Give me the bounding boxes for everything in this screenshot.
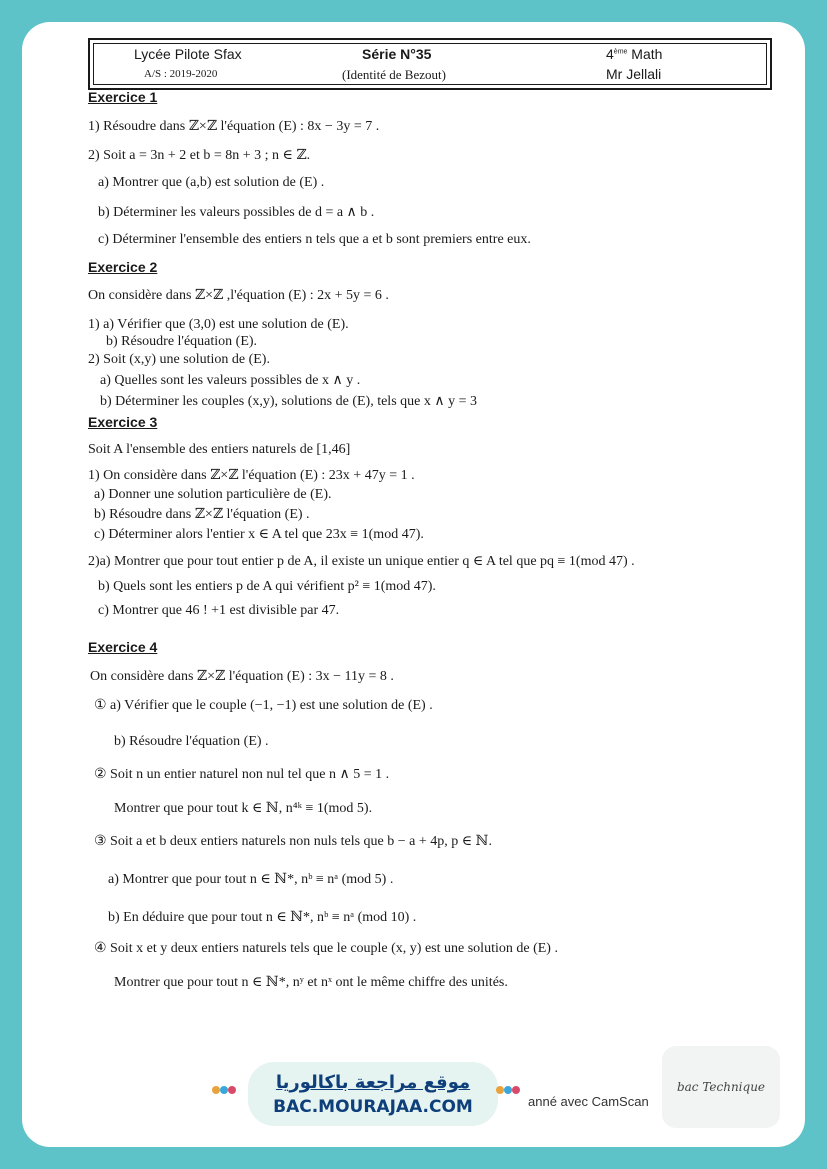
exercise-1-line: c) Déterminer l'ensemble des entiers n tels que a et b sont premiers entre eux. bbox=[98, 232, 531, 247]
exercise-4-line: ③ Soit a et b deux entiers naturels non nuls tels que b − a + 4p, p ∈ ℕ. bbox=[94, 834, 492, 849]
exercise-4-line: Montrer que pour tout n ∈ ℕ*, nʸ et nˣ ont le même chiffre des unités. bbox=[114, 975, 508, 990]
site-badge[interactable] bbox=[248, 1062, 498, 1126]
exercise-4-line: ④ Soit x et y deux entiers naturels tels que le couple (x, y) est une solution de (E) . bbox=[94, 941, 558, 956]
site-logo-icon bbox=[496, 1086, 522, 1102]
exercise-4-line: b) Résoudre l'équation (E) . bbox=[114, 734, 269, 749]
exercise-2-line: 1) a) Vérifier que (3,0) est une solution de (E). bbox=[88, 317, 349, 332]
exercise-2-line: b) Déterminer les couples (x,y), solutions de (E), tels que x ∧ y = 3 bbox=[100, 394, 478, 409]
exercise-3-line: b) Quels sont les entiers p de A qui vérifient p² ≡ 1(mod 47). bbox=[98, 579, 436, 594]
exercise-1-line: 2) Soit a = 3n + 2 et b = 8n + 3 ; n ∈ ℤ. bbox=[88, 148, 311, 163]
exercise-3-line: c) Déterminer alors l'entier x ∈ A tel que 23x ≡ 1(mod 47). bbox=[94, 527, 424, 542]
exercise-4-line: a) Montrer que pour tout n ∈ ℕ*, nᵇ ≡ nᵃ (mod 5) . bbox=[108, 872, 394, 887]
exercise-3-line: Soit A l'ensemble des entiers naturels de [1,46] bbox=[88, 442, 351, 457]
serie-number: Série N°35 bbox=[362, 46, 432, 62]
teacher-name: Mr Jellali bbox=[606, 66, 662, 82]
exercise-4-title: Exercice 4 bbox=[88, 639, 158, 655]
worksheet-page bbox=[22, 22, 805, 1147]
header-inner-border bbox=[93, 43, 767, 85]
site-url: BAC.MOURAJAA.COM bbox=[273, 1097, 473, 1117]
header-box bbox=[88, 38, 772, 90]
exercise-1-line: 1) Résoudre dans ℤ×ℤ l'équation (E) : 8x − 3y = 7 . bbox=[88, 119, 380, 134]
exercise-3-line: a) Donner une solution particulière de (E). bbox=[94, 487, 332, 502]
exercise-3-line: 1) On considère dans ℤ×ℤ l'équation (E) : 23x + 47y = 1 . bbox=[88, 468, 415, 483]
exercise-1-line: b) Déterminer les valeurs possibles de d = a ∧ b . bbox=[98, 205, 375, 220]
exercise-3-line: 2)a) Montrer que pour tout entier p de A, il existe un unique entier q ∈ A tel que pq ≡ 1(mod 47) . bbox=[88, 554, 635, 569]
site-name-arabic: موقع مراجعة باكالوريا bbox=[275, 1072, 471, 1093]
class-level: 4ème Math bbox=[606, 46, 663, 62]
serie-topic: (Identité de Bezout) bbox=[342, 67, 446, 82]
exercise-4-line: On considère dans ℤ×ℤ l'équation (E) : 3x − 11y = 8 . bbox=[90, 669, 394, 684]
exercise-2-line: On considère dans ℤ×ℤ ,l'équation (E) : 2x + 5y = 6 . bbox=[88, 288, 389, 303]
exercise-4-line: ① a) Vérifier que le couple (−1, −1) est une solution de (E) . bbox=[94, 698, 433, 713]
exercise-4-line: b) En déduire que pour tout n ∈ ℕ*, nᵇ ≡ nᵃ (mod 10) . bbox=[108, 910, 417, 925]
school-name: Lycée Pilote Sfax bbox=[134, 46, 242, 62]
site-logo-icon bbox=[212, 1086, 238, 1102]
exercise-1-title: Exercice 1 bbox=[88, 89, 158, 105]
exercise-2-title: Exercice 2 bbox=[88, 259, 158, 275]
exercise-4-line: Montrer que pour tout k ∈ ℕ, n⁴ᵏ ≡ 1(mod 5). bbox=[114, 801, 373, 816]
exercise-2-line: a) Quelles sont les valeurs possibles de x ∧ y . bbox=[100, 373, 361, 388]
exercise-3-line: b) Résoudre dans ℤ×ℤ l'équation (E) . bbox=[94, 507, 310, 522]
exercise-2-line: 2) Soit (x,y) une solution de (E). bbox=[88, 352, 270, 367]
scanner-watermark: anné avec CamScan bbox=[528, 1094, 649, 1109]
exercise-4-line: ② Soit n un entier naturel non nul tel que n ∧ 5 = 1 . bbox=[94, 767, 390, 782]
bac-technique-stamp: bac Technique bbox=[662, 1046, 780, 1128]
exercise-1-line: a) Montrer que (a,b) est solution de (E) . bbox=[98, 175, 325, 190]
exercise-2-line: b) Résoudre l'équation (E). bbox=[106, 334, 258, 349]
exercise-3-line: c) Montrer que 46 ! +1 est divisible par 47. bbox=[98, 603, 340, 618]
exercise-3-title: Exercice 3 bbox=[88, 414, 158, 430]
school-year: A/S : 2019-2020 bbox=[144, 68, 218, 80]
